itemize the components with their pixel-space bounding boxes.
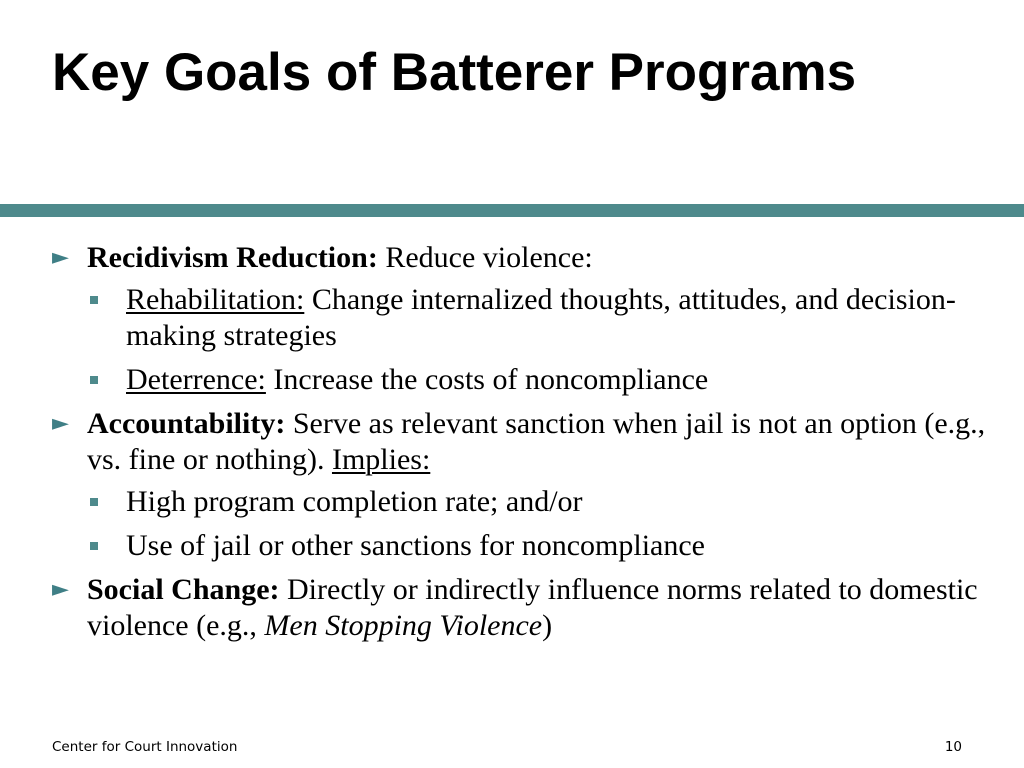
bullet-heading: Social Change:	[87, 573, 280, 606]
sub-bullet-label: Deterrence:	[126, 363, 266, 396]
triangle-bullet-icon: ►	[52, 245, 69, 270]
triangle-bullet-icon: ►	[52, 577, 69, 602]
sub-bullet-text: Change internalized thoughts, attitudes, and decision-making strategies	[126, 283, 956, 352]
bullet-text: Reduce violence:	[377, 241, 593, 274]
sub-bullet-text: Use of jail or other sanctions for noncompliance	[126, 529, 705, 562]
sub-bullet-label: Rehabilitation:	[126, 283, 305, 316]
bullet-heading: Accountability:	[87, 407, 286, 440]
square-bullet-icon	[90, 376, 98, 384]
square-bullet-icon	[90, 542, 98, 550]
bullet-recidivism-reduction	[52, 240, 992, 276]
bullet-text: Directly or indirectly influence norms related to domestic violence (e.g.,	[87, 573, 978, 642]
bullet-social-change	[52, 572, 992, 644]
title-divider	[0, 204, 1024, 217]
square-bullet-icon	[90, 296, 98, 304]
slide-body	[52, 240, 992, 650]
footer-page-number: 10	[944, 739, 962, 755]
footer-organization: Center for Court Innovation	[52, 739, 238, 755]
square-bullet-icon	[90, 498, 98, 506]
bullet-tail-text: )	[542, 609, 553, 642]
sub-bullet-jail-sanctions	[52, 528, 992, 564]
sub-bullet-text: High program completion rate; and/or	[126, 485, 583, 518]
sub-bullet-rehabilitation	[52, 282, 992, 354]
slide-title: Key Goals of Batterer Programs	[52, 43, 857, 102]
triangle-bullet-icon: ►	[52, 411, 69, 436]
sub-bullet-text: Increase the costs of noncompliance	[265, 363, 709, 396]
bullet-underlined-text: Implies:	[331, 443, 431, 476]
bullet-heading: Recidivism Reduction:	[87, 241, 378, 274]
sub-bullet-deterrence	[52, 362, 992, 398]
sub-bullet-completion-rate	[52, 484, 992, 520]
bullet-italic-text: Men Stopping Violence	[264, 609, 543, 642]
bullet-text: Serve as relevant sanction when jail is not an option (e.g., vs. fine or nothing).	[87, 407, 986, 476]
bullet-accountability	[52, 406, 992, 478]
